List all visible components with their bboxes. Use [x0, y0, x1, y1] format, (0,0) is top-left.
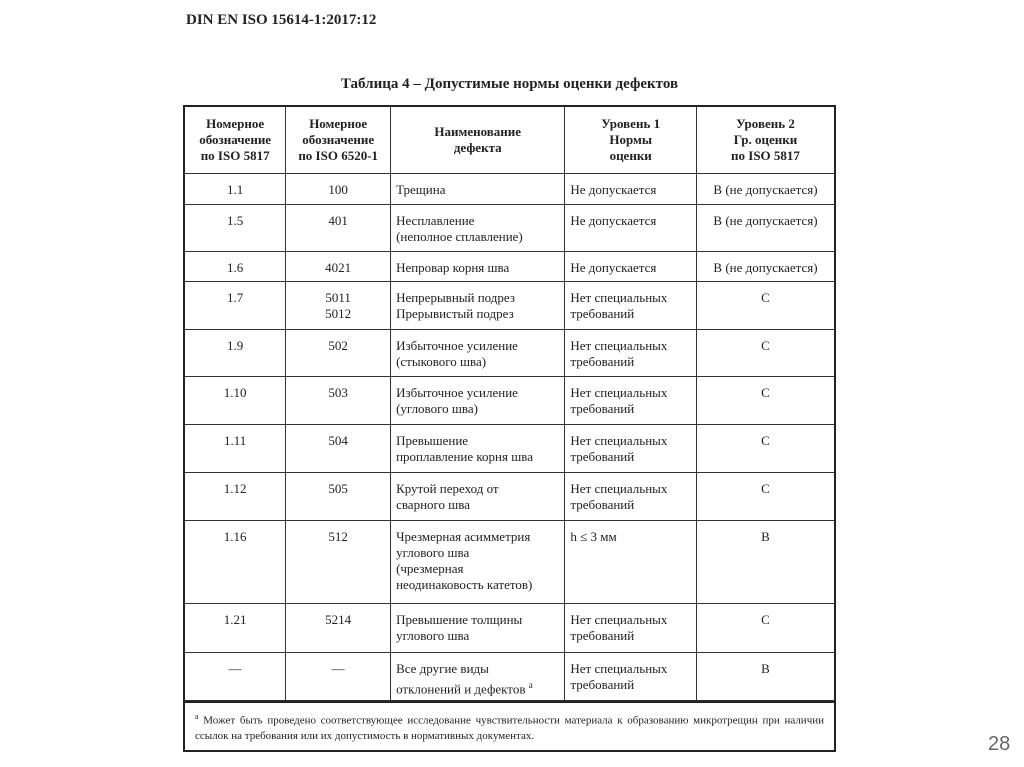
footnote — [183, 700, 836, 752]
cell-line: h ≤ 3 мм — [570, 529, 617, 544]
cell-line: 512 — [328, 529, 348, 544]
cell-line: по ISO 6520-1 — [298, 148, 379, 163]
footnote-mark: a — [195, 712, 199, 721]
cell-line: Не допускается — [570, 182, 657, 197]
cell-line: Гр. оценки — [733, 132, 798, 147]
cell-iso6520 — [286, 282, 391, 330]
cell-line: требований — [570, 306, 635, 321]
cell-iso6520 — [286, 653, 391, 702]
cell-iso6520 — [286, 521, 391, 604]
cell-line: 5012 — [325, 306, 352, 321]
cell-iso6520 — [286, 330, 391, 377]
cell-defect-name — [391, 473, 565, 521]
cell-line: Наименование — [434, 124, 522, 139]
cell-text: C — [761, 290, 770, 305]
header-iso5817 — [184, 106, 286, 174]
cell-level2 — [696, 282, 835, 330]
table-row — [184, 521, 835, 604]
cell-level2 — [696, 521, 835, 604]
table-row — [184, 473, 835, 521]
cell-text: 1.21 — [223, 612, 247, 627]
cell-level1 — [565, 205, 697, 252]
table-row — [184, 252, 835, 282]
cell-line: Нет специальных — [570, 338, 668, 353]
cell-line: Нет специальных — [570, 481, 668, 496]
cell-line: 401 — [328, 213, 348, 228]
page-number: 28 — [988, 733, 1011, 755]
cell-line: Не допускается — [570, 213, 657, 228]
cell-text: B (не допускается) — [713, 213, 818, 228]
cell-line: Трещина — [396, 182, 446, 197]
cell-defect-name — [391, 282, 565, 330]
cell-iso5817 — [184, 425, 286, 473]
footnote-ref: a — [528, 680, 533, 690]
cell-text: C — [761, 612, 770, 627]
cell-line: Уровень 1 — [601, 116, 661, 131]
cell-level1 — [565, 521, 697, 604]
cell-iso6520 — [286, 425, 391, 473]
cell-level1 — [565, 604, 697, 653]
cell-line: неодинаковость катетов) — [396, 577, 533, 592]
cell-level2 — [696, 473, 835, 521]
cell-level1 — [565, 174, 697, 205]
cell-line: Номерное — [206, 116, 265, 131]
cell-line: требований — [570, 677, 635, 692]
cell-text: 1.11 — [224, 433, 247, 448]
cell-line: 5214 — [325, 612, 352, 627]
header-row — [184, 106, 835, 174]
cell-iso5817 — [184, 282, 286, 330]
cell-line: (углового шва) — [396, 401, 478, 416]
cell-line: отклонений и дефектов — [396, 681, 526, 697]
cell-line: Нет специальных — [570, 612, 668, 627]
cell-iso5817 — [184, 604, 286, 653]
cell-iso6520 — [286, 377, 391, 425]
cell-level2 — [696, 377, 835, 425]
cell-iso6520 — [286, 252, 391, 282]
cell-line: требований — [570, 449, 635, 464]
cell-defect-name — [391, 521, 565, 604]
cell-line: Нет специальных — [570, 385, 668, 400]
cell-level2 — [696, 174, 835, 205]
cell-iso5817 — [184, 521, 286, 604]
table-row — [184, 604, 835, 653]
cell-level1 — [565, 282, 697, 330]
cell-iso5817 — [184, 473, 286, 521]
cell-line: — — [331, 661, 345, 676]
cell-level2 — [696, 252, 835, 282]
cell-level1 — [565, 330, 697, 377]
header-defect-name — [391, 106, 565, 174]
cell-text: B (не допускается) — [713, 260, 818, 275]
cell-line: Крутой переход от — [396, 481, 499, 496]
table-row — [184, 174, 835, 205]
cell-iso6520 — [286, 604, 391, 653]
cell-iso6520 — [286, 205, 391, 252]
footnote-text: Может быть проведено соответствующее исследование чувствительности материала к образованию микротрещин при наличии ссылок на требования или их допустимость в нормативных документах. — [195, 714, 825, 742]
cell-line: Несплавление — [396, 213, 475, 228]
cell-line: Номерное — [309, 116, 368, 131]
cell-text: 1.10 — [223, 385, 247, 400]
cell-defect-name — [391, 604, 565, 653]
cell-line: 5011 — [325, 290, 351, 305]
cell-line: углового шва — [396, 545, 470, 560]
table-title: Таблица 4 – Допустимые нормы оценки дефектов — [340, 76, 679, 92]
cell-line: Не допускается — [570, 260, 657, 275]
table-row — [184, 653, 835, 702]
cell-text: 1.9 — [227, 338, 244, 353]
cell-line: Чрезмерная асимметрия — [396, 529, 531, 544]
cell-line: обозначение — [199, 132, 272, 147]
cell-line: Превышение — [396, 433, 469, 448]
cell-text: 1.1 — [227, 182, 244, 197]
cell-level1 — [565, 653, 697, 702]
cell-line: требований — [570, 354, 635, 369]
cell-line: (неполное сплавление) — [396, 229, 523, 244]
cell-line: сварного шва — [396, 497, 471, 512]
cell-text: 1.12 — [223, 481, 247, 496]
header-level2 — [696, 106, 835, 174]
cell-line: дефекта — [453, 140, 502, 155]
cell-level2 — [696, 205, 835, 252]
cell-level2 — [696, 330, 835, 377]
cell-iso5817 — [184, 205, 286, 252]
cell-text: 1.6 — [227, 260, 244, 275]
cell-defect-name — [391, 174, 565, 205]
cell-defect-name — [391, 653, 565, 702]
cell-text: C — [761, 385, 770, 400]
cell-defect-name — [391, 205, 565, 252]
cell-line: 503 — [328, 385, 348, 400]
cell-text: C — [761, 481, 770, 496]
cell-iso6520 — [286, 473, 391, 521]
cell-text: 1.16 — [223, 529, 247, 544]
cell-iso5817 — [184, 330, 286, 377]
cell-line: Прерывистый подрез — [396, 306, 514, 321]
table-row — [184, 205, 835, 252]
cell-line: (стыкового шва) — [396, 354, 487, 369]
cell-line: по ISO 5817 — [731, 148, 800, 163]
cell-line: 4021 — [325, 260, 352, 275]
cell-text: 1.7 — [227, 290, 244, 305]
cell-text: — — [228, 661, 242, 676]
cell-line: требований — [570, 628, 635, 643]
cell-level1 — [565, 377, 697, 425]
cell-line: Превышение толщины — [396, 612, 523, 627]
cell-text: B — [761, 529, 770, 544]
cell-iso5817 — [184, 653, 286, 702]
cell-line: требований — [570, 497, 635, 512]
cell-line: Непровар корня шва — [396, 260, 510, 275]
cell-iso5817 — [184, 377, 286, 425]
table-row — [184, 282, 835, 330]
cell-line: Непрерывный подрез — [396, 290, 515, 305]
cell-text: B (не допускается) — [713, 182, 818, 197]
document-id: DIN EN ISO 15614-1:2017:12 — [186, 12, 377, 28]
table-row — [184, 330, 835, 377]
cell-line: требований — [570, 401, 635, 416]
cell-defect-name — [391, 377, 565, 425]
table-row — [184, 377, 835, 425]
cell-line: Нет специальных — [570, 433, 668, 448]
cell-line: 504 — [328, 433, 348, 448]
cell-line: (чрезмерная — [396, 561, 464, 576]
cell-line: Избыточное усиление — [396, 338, 518, 353]
cell-level2 — [696, 425, 835, 473]
cell-defect-name — [391, 425, 565, 473]
cell-line: 502 — [328, 338, 348, 353]
cell-line: углового шва — [396, 628, 470, 643]
cell-iso6520 — [286, 174, 391, 205]
cell-text: B — [761, 661, 770, 676]
cell-line: Нет специальных — [570, 290, 668, 305]
cell-line: проплавление корня шва — [396, 449, 533, 464]
cell-iso5817 — [184, 174, 286, 205]
cell-line: Избыточное усиление — [396, 385, 518, 400]
header-iso6520 — [286, 106, 391, 174]
cell-level2 — [696, 653, 835, 702]
cell-line: Уровень 2 — [736, 116, 795, 131]
cell-level1 — [565, 252, 697, 282]
cell-defect-name — [391, 252, 565, 282]
cell-level2 — [696, 604, 835, 653]
cell-iso5817 — [184, 252, 286, 282]
cell-line: обозначение — [302, 132, 375, 147]
cell-level1 — [565, 473, 697, 521]
defects-table — [183, 105, 836, 703]
cell-text: C — [761, 433, 770, 448]
cell-defect-name — [391, 330, 565, 377]
table-row — [184, 425, 835, 473]
cell-line: по ISO 5817 — [200, 148, 270, 163]
cell-line: оценки — [609, 148, 652, 163]
cell-line: Нет специальных — [570, 661, 668, 676]
cell-line: 505 — [328, 481, 348, 496]
cell-line: 100 — [328, 182, 348, 197]
cell-level1 — [565, 425, 697, 473]
cell-text: C — [761, 338, 770, 353]
cell-line: Нормы — [609, 132, 652, 147]
header-level1 — [565, 106, 697, 174]
cell-line: Все другие виды — [396, 661, 489, 676]
cell-text: 1.5 — [227, 213, 244, 228]
